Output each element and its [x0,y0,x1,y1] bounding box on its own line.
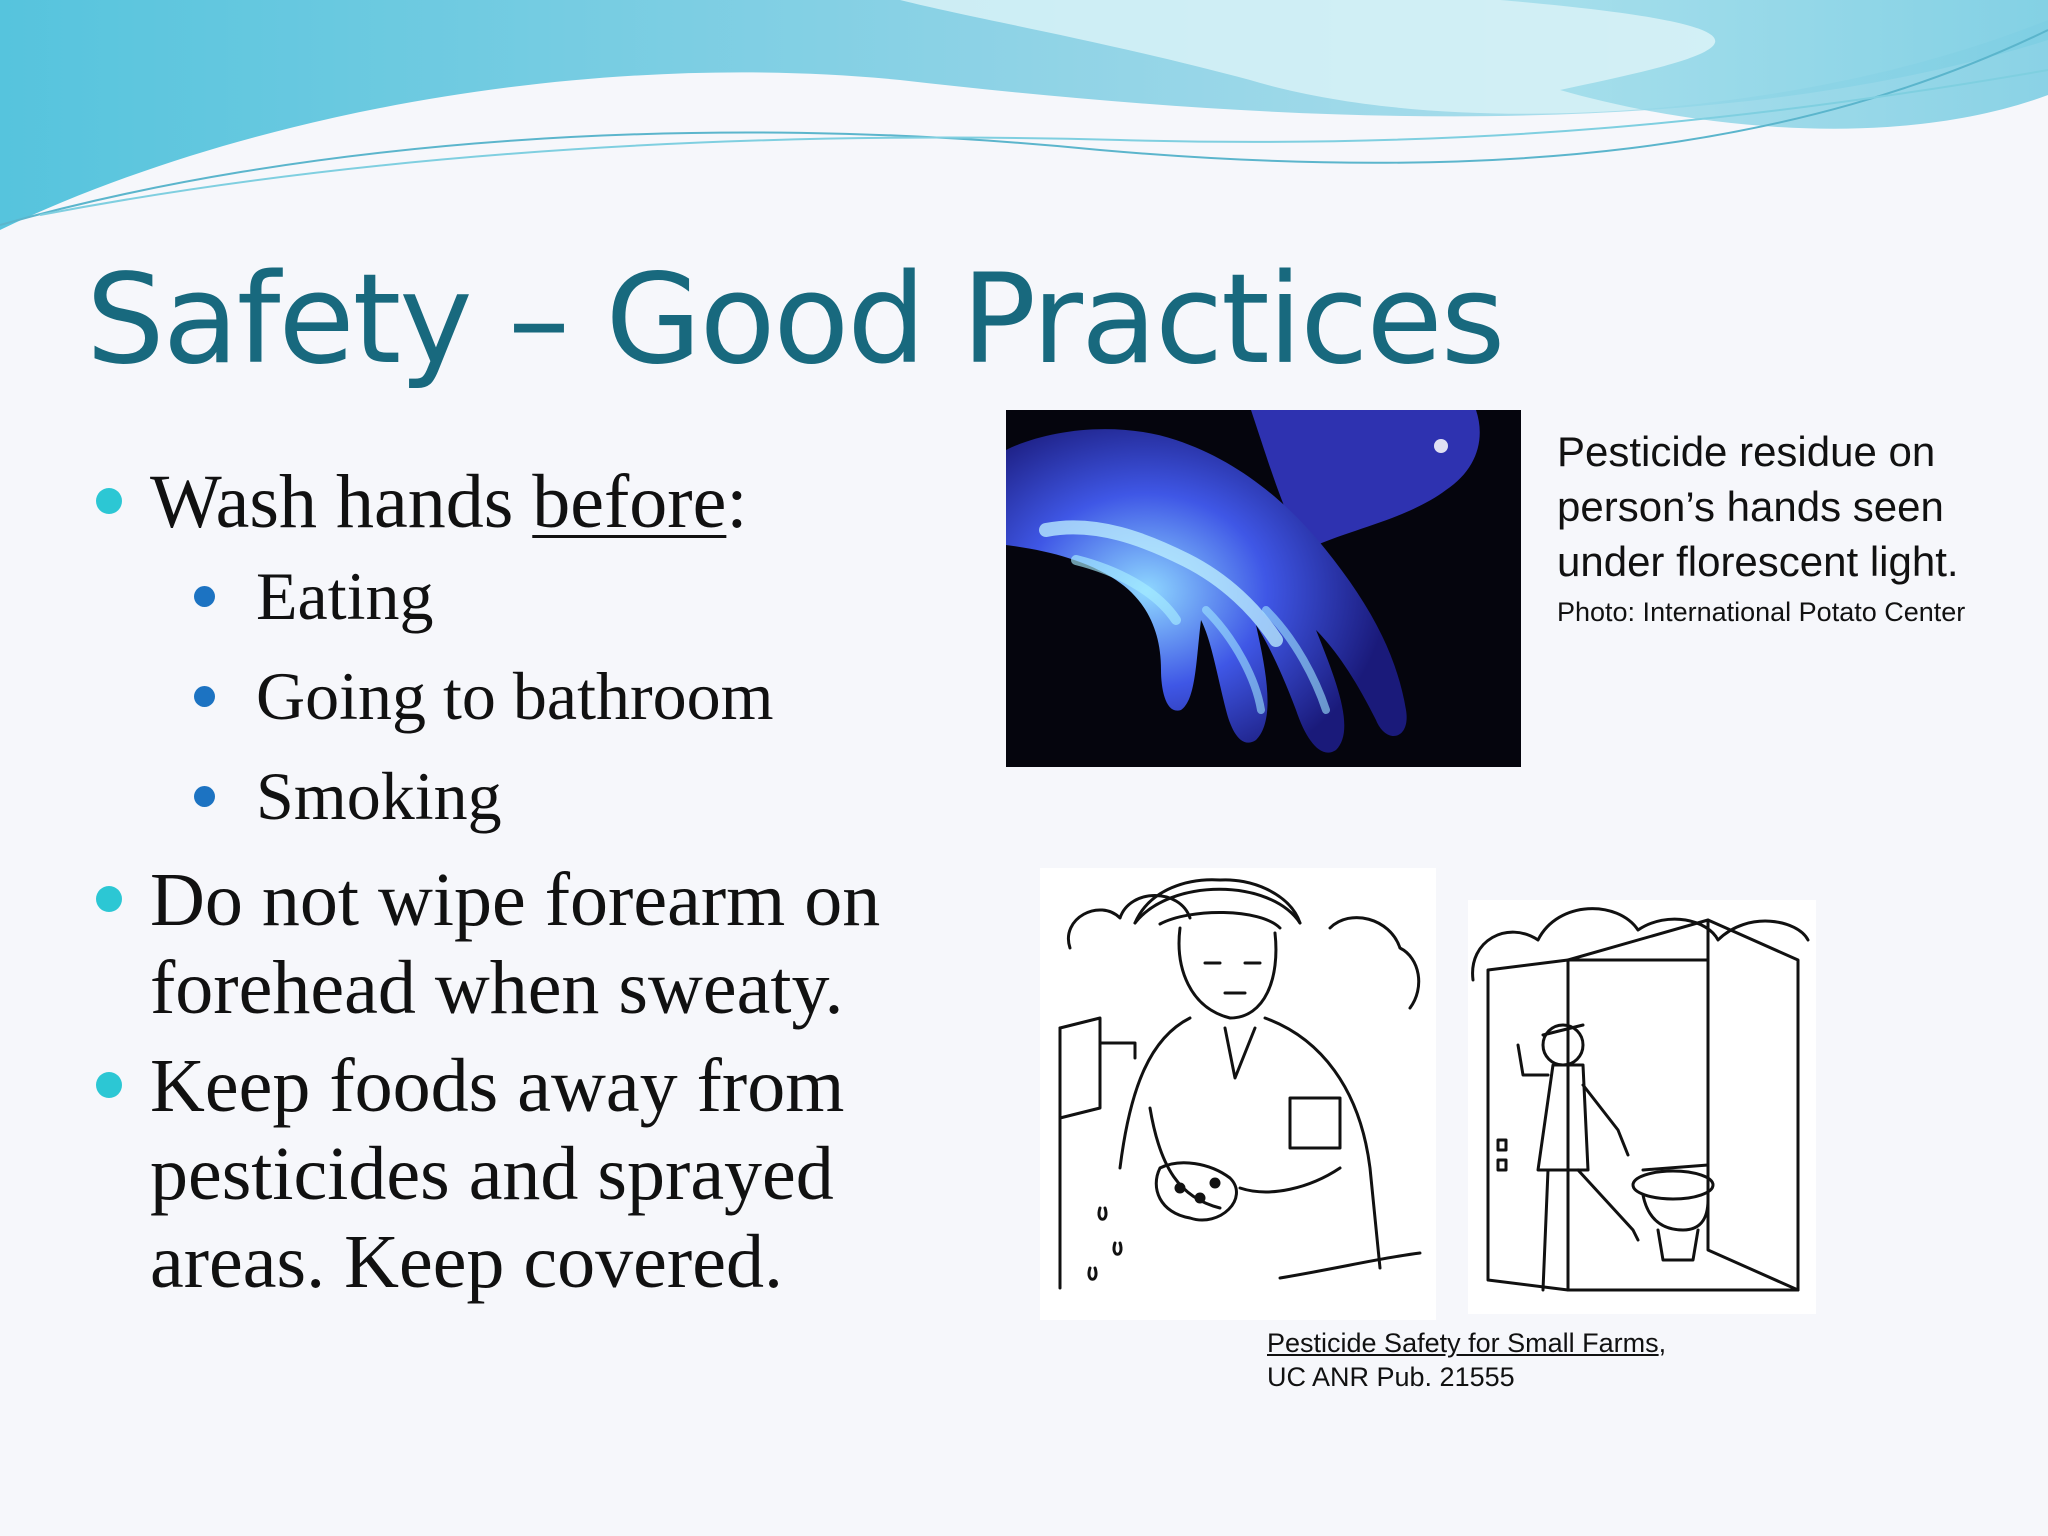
photo-caption-text: Pesticide residue on person’s hands seen under florescent light. [1557,428,1959,585]
slide-title: Safety – Good Practices [86,248,1504,392]
bullet-wash-hands: Wash hands before: [150,458,1010,546]
bullet-dot-icon [96,488,122,514]
sub-bullet-dot-icon [194,586,215,607]
publication-title: Pesticide Safety for Small Farms [1267,1328,1659,1358]
sub-bullet-dot-icon [194,686,215,707]
sub-bullet-dot-icon [194,786,215,807]
publication-number: UC ANR Pub. 21555 [1267,1362,1515,1392]
worker-entering-portable-toilet-illustration [1468,900,1816,1314]
hands-under-uv-light-photo [1006,410,1521,767]
sub-bullet-smoking: Smoking [256,756,1010,836]
photo-credit: Photo: International Potato Center [1557,597,1966,627]
illustration-credit: Pesticide Safety for Small Farms, UC ANR Pub. 21555 [1267,1328,1667,1392]
bullet-list [150,458,1010,1316]
bullet-dot-icon [96,1072,122,1098]
emphasis-before: before [532,460,727,544]
bullet-forearm: Do not wipe forearm on forehead when sweaty. [150,856,1010,1032]
header-wave-decoration [0,0,2048,240]
worker-washing-hands-illustration [1040,868,1436,1320]
sub-bullet-bathroom: Going to bathroom [256,656,1010,736]
bullet-foods: Keep foods away from pesticides and sprayed areas. Keep covered. [150,1042,1010,1306]
bullet-dot-icon [96,886,122,912]
sub-bullet-eating: Eating [256,556,1010,636]
photo-caption [1557,424,1977,629]
